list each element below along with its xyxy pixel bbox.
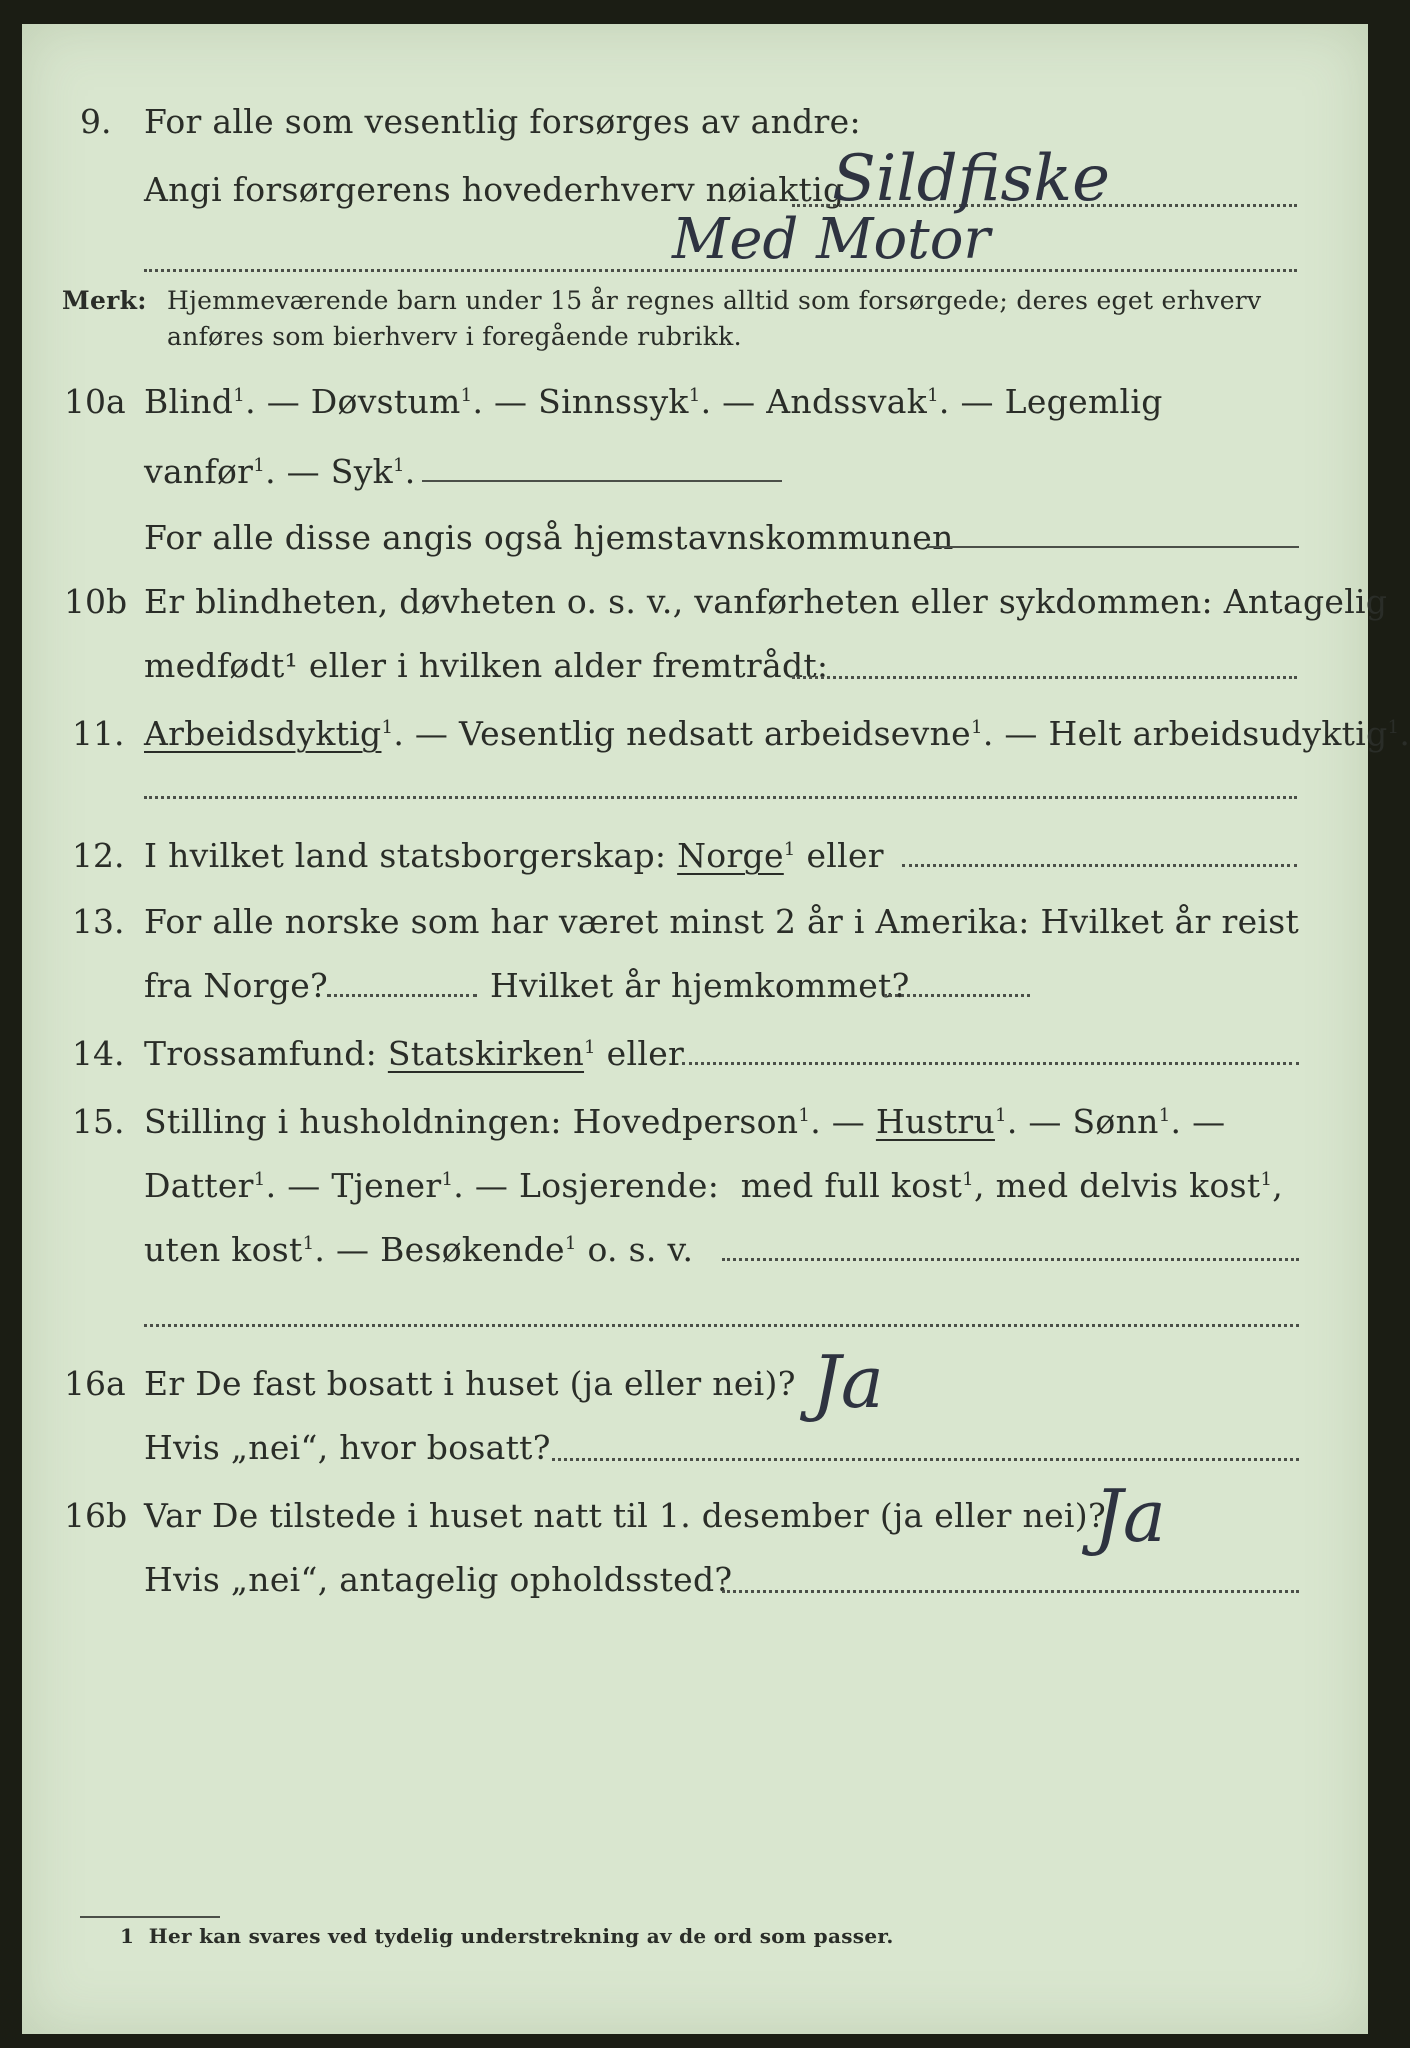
q12-number: 12. <box>72 836 125 875</box>
q15-line1: Stilling i husholdningen: Hovedperson$^1$. — Hustru$^1$. — Sønn$^1$. — <box>144 1102 1226 1141</box>
opt-hovedperson: Hovedperson <box>572 1102 799 1141</box>
q16a-answer-line <box>552 1458 1299 1461</box>
q15-line3: uten kost$^1$. — Besøkende$^1$ o. s. v. <box>144 1230 694 1269</box>
census-form-page <box>22 24 1410 2034</box>
q11-line: Arbeidsdyktig$^1$. — Vesentlig nedsatt arbeidsevne$^1$. — Helt arbeidsudyktig$^1$. <box>144 714 1410 753</box>
opt-dovstum: Døvstum <box>310 382 461 421</box>
q10a-number: 10a <box>64 382 126 421</box>
q10b-line2: medfødt¹ eller i hvilken alder fremtrådt: <box>144 646 829 685</box>
q10a-answer-line <box>422 480 782 482</box>
q9-line2: Angi forsørgerens hovederhverv nøiaktig <box>144 170 845 209</box>
q10a-line2: vanfør$^1$. — Syk$^1$. <box>144 452 416 491</box>
q9-handwritten-answer1: Sildfiske <box>832 142 1110 216</box>
q9-line1: For alle som vesentlig forsørges av andre: <box>144 102 861 141</box>
q11-answer-line <box>144 796 1297 799</box>
q16a-number: 16a <box>64 1364 126 1403</box>
q10b-answer-line <box>792 676 1297 679</box>
q13-reist-line <box>327 994 477 997</box>
opt-statskirken-underlined: Statskirken <box>387 1034 585 1073</box>
q10b-number: 10b <box>64 582 128 621</box>
footnote-rule <box>80 1916 220 1918</box>
opt-syk: Syk <box>330 452 393 491</box>
q9-number: 9. <box>80 102 112 141</box>
opt-vanfor: vanfør <box>144 452 254 491</box>
q16b-number: 16b <box>64 1496 128 1535</box>
q15-answer-line <box>722 1258 1299 1261</box>
opt-sinnssyk: Sinnssyk <box>538 382 689 421</box>
opt-delviskost: med delvis kost <box>995 1166 1261 1205</box>
q16a-line2: Hvis „nei“, hvor bosatt? <box>144 1428 551 1467</box>
q13-hjemkommet-line <box>884 994 1030 997</box>
q16a-line1: Er De fast bosatt i huset (ja eller nei)? <box>144 1364 796 1403</box>
opt-besokende: Besøkende <box>380 1230 565 1269</box>
opt-legemlig: Legemlig <box>1004 382 1163 421</box>
opt-norge-underlined: Norge <box>677 836 784 875</box>
merk-line1: Hjemmeværende barn under 15 år regnes alltid som forsørgede; deres eget erhverv <box>167 286 1262 315</box>
q16b-answer-line <box>722 1590 1299 1593</box>
opt-sonn: Sønn <box>1072 1102 1159 1141</box>
opt-blind: Blind <box>144 382 234 421</box>
q14-line: Trossamfund: Statskirken$^1$ eller <box>144 1034 685 1073</box>
q12-answer-line <box>902 864 1297 867</box>
q13-number: 13. <box>72 902 125 941</box>
q15-number: 15. <box>72 1102 125 1141</box>
merk-label: Merk: <box>62 286 147 315</box>
merk-line2: anføres som bierhverv i foregående rubrikk. <box>167 322 742 351</box>
opt-fullkost: med full kost <box>740 1166 963 1205</box>
opt-datter: Datter <box>144 1166 254 1205</box>
q16b-line2: Hvis „nei“, antagelig opholdssted? <box>144 1560 733 1599</box>
q13-line2b: Hvilket år hjemkommet? <box>490 966 910 1005</box>
q14-number: 14. <box>72 1034 125 1073</box>
q15-line2: Datter$^1$. — Tjener$^1$. — Losjerende: med full kost$^1$, med delvis kost$^1$, <box>144 1166 1284 1205</box>
q16b-handwritten-answer: Ja <box>1094 1474 1166 1558</box>
q12-line: I hvilket land statsborgerskap: Norge$^1$ eller <box>144 836 884 875</box>
footnote: 1 Her kan svares ved tydelig understrekning av de ord som passer. <box>120 1924 894 1948</box>
q15-answer-line2 <box>144 1324 1299 1327</box>
opt-hustru-underlined: Hustru <box>875 1102 995 1141</box>
q10b-line1: Er blindheten, døvheten o. s. v., vanførheten eller sykdommen: Antagelig <box>144 582 1388 621</box>
opt-arbeidsdyktig-underlined: Arbeidsdyktig <box>144 714 382 753</box>
q10a-line1: Blind$^1$. — Døvstum$^1$. — Sinnssyk$^1$. — Andssvak$^1$. — Legemlig <box>144 382 1163 421</box>
opt-tjener: Tjener <box>331 1166 442 1205</box>
q16a-handwritten-answer: Ja <box>812 1340 884 1424</box>
q13-line1: For alle norske som har været minst 2 år i Amerika: Hvilket år reist <box>144 902 1300 941</box>
opt-utenkost: uten kost <box>144 1230 303 1269</box>
q9-handwritten-answer2: Med Motor <box>672 207 991 272</box>
q13-line2a: fra Norge? <box>144 966 329 1005</box>
q10a-line3: For alle disse angis også hjemstavnskommunen <box>144 518 954 557</box>
q16b-line1: Var De tilstede i huset natt til 1. desember (ja eller nei)? <box>144 1496 1106 1535</box>
q10a-hjemstavn-line <box>927 546 1299 548</box>
opt-andssvak: Andssvak <box>766 382 928 421</box>
opt-nedsatt: Vesentlig nedsatt arbeidsevne <box>459 714 971 753</box>
opt-udyktig: Helt arbeidsudyktig <box>1048 714 1388 753</box>
q11-number: 11. <box>72 714 125 753</box>
q14-answer-line <box>682 1062 1299 1065</box>
